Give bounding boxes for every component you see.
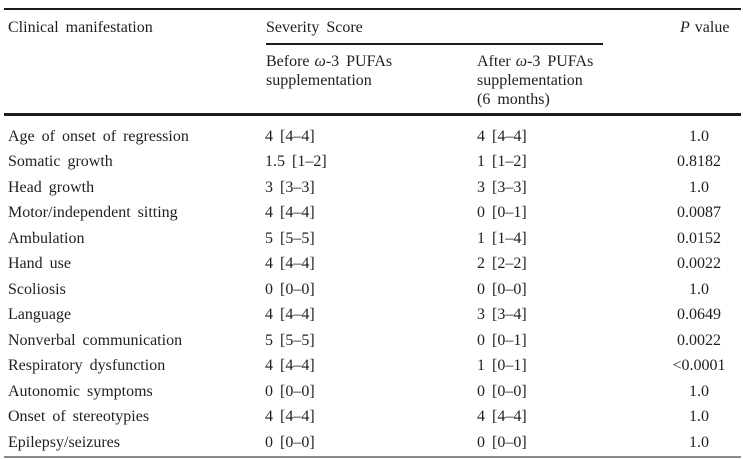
before-score-cell: 0 [0–0] — [265, 382, 315, 400]
manifestation-cell: Age of onset of regression — [8, 127, 189, 145]
p-value-cell: 1.0 — [689, 433, 709, 451]
p-value-cell: 0.8182 — [677, 153, 721, 171]
table-row — [0, 379, 743, 405]
before-score-cell: 5 [5–5] — [265, 229, 315, 247]
manifestation-cell: Somatic growth — [8, 153, 113, 171]
before-score-cell: 0 [0–0] — [265, 433, 315, 451]
table-row — [0, 277, 743, 303]
p-value-cell: 0.0152 — [677, 229, 721, 247]
before-score-cell: 3 [3–3] — [265, 178, 315, 196]
pufas-word: -3 PUFAs — [527, 53, 594, 70]
after-score-cell: 0 [0–0] — [477, 382, 527, 400]
manifestation-cell: Language — [8, 306, 72, 324]
table-row — [0, 201, 743, 227]
table-row — [0, 430, 743, 456]
omega-symbol: ω — [314, 53, 326, 70]
manifestation-cell: Head growth — [8, 178, 95, 196]
p-value-italic-p: P — [680, 19, 690, 36]
pufas-word: -3 PUFAs — [325, 53, 393, 70]
manifestation-cell: Motor/independent sitting — [8, 204, 178, 222]
table-row — [0, 328, 743, 354]
after-score-cell: 0 [0–1] — [477, 331, 527, 349]
after-score-cell: 2 [2–2] — [477, 255, 527, 273]
before-score-cell: 4 [4–4] — [265, 306, 315, 324]
top-rule — [4, 8, 741, 10]
column-header-severity-score: Severity Score — [266, 19, 363, 36]
p-value-cell: 0.0022 — [677, 331, 721, 349]
p-value-cell: 0.0649 — [677, 306, 721, 324]
before-score-cell: 4 [4–4] — [265, 204, 315, 222]
p-value-cell: <0.0001 — [672, 357, 726, 375]
manifestation-cell: Ambulation — [8, 229, 85, 247]
manifestation-cell: Scoliosis — [8, 280, 66, 298]
after-score-cell: 0 [0–0] — [477, 433, 527, 451]
after-word: After — [477, 53, 511, 70]
manifestation-cell: Autonomic symptoms — [8, 382, 153, 400]
p-value-cell: 0.0087 — [677, 204, 721, 222]
table-row — [0, 150, 743, 176]
p-value-cell: 1.0 — [689, 127, 709, 145]
header-bottom-rule — [4, 113, 741, 116]
p-value-cell: 1.0 — [689, 382, 709, 400]
before-score-cell: 4 [4–4] — [265, 357, 315, 375]
table-row — [0, 124, 743, 150]
after-score-cell: 0 [0–0] — [477, 280, 527, 298]
after-score-cell: 0 [0–1] — [477, 204, 527, 222]
after-score-cell: 3 [3–3] — [477, 178, 527, 196]
manifestation-cell: Epilepsy/seizures — [8, 433, 120, 451]
before-score-cell: 4 [4–4] — [265, 127, 315, 145]
after-score-cell: 1 [1–4] — [477, 229, 527, 247]
before-header-line2: supplementation — [266, 72, 372, 89]
before-score-cell: 1.5 [1–2] — [265, 153, 327, 171]
table-row — [0, 252, 743, 278]
after-header-line2: supplementation — [477, 72, 583, 89]
column-header-before-supplementation — [266, 52, 466, 90]
column-header-clinical-manifestation: Clinical manifestation — [8, 19, 153, 36]
after-score-cell: 3 [3–4] — [477, 306, 527, 324]
before-header-line1 — [266, 52, 466, 71]
table-row — [0, 354, 743, 380]
table-row — [0, 175, 743, 201]
table-row — [0, 226, 743, 252]
omega-symbol: ω — [515, 53, 528, 70]
p-value-cell: 1.0 — [689, 178, 709, 196]
column-header-after-supplementation — [477, 52, 657, 109]
p-value-cell: 1.0 — [689, 280, 709, 298]
table-row — [0, 405, 743, 431]
column-header-p-value — [680, 19, 729, 37]
before-score-cell: 4 [4–4] — [265, 255, 315, 273]
bottom-rule — [4, 456, 741, 458]
manifestation-cell: Hand use — [8, 255, 71, 273]
table-row — [0, 303, 743, 329]
p-value-cell: 1.0 — [689, 408, 709, 426]
manifestation-cell: Nonverbal communication — [8, 331, 183, 349]
after-score-cell: 1 [0–1] — [477, 357, 527, 375]
manifestation-cell: Onset of stereotypies — [8, 408, 150, 426]
after-header-line3: (6 months) — [477, 91, 550, 108]
after-score-cell: 4 [4–4] — [477, 408, 527, 426]
table-body — [0, 124, 743, 456]
p-value-label: value — [694, 19, 730, 36]
before-score-cell: 0 [0–0] — [265, 280, 315, 298]
before-score-cell: 4 [4–4] — [265, 408, 315, 426]
after-score-cell: 4 [4–4] — [477, 127, 527, 145]
after-header-line1 — [477, 52, 657, 71]
severity-score-spanner-rule — [266, 43, 603, 45]
manifestation-cell: Respiratory dysfunction — [8, 357, 166, 375]
before-word: Before — [266, 53, 310, 70]
before-score-cell: 5 [5–5] — [265, 331, 315, 349]
p-value-cell: 0.0022 — [677, 255, 721, 273]
after-score-cell: 1 [1–2] — [477, 153, 527, 171]
